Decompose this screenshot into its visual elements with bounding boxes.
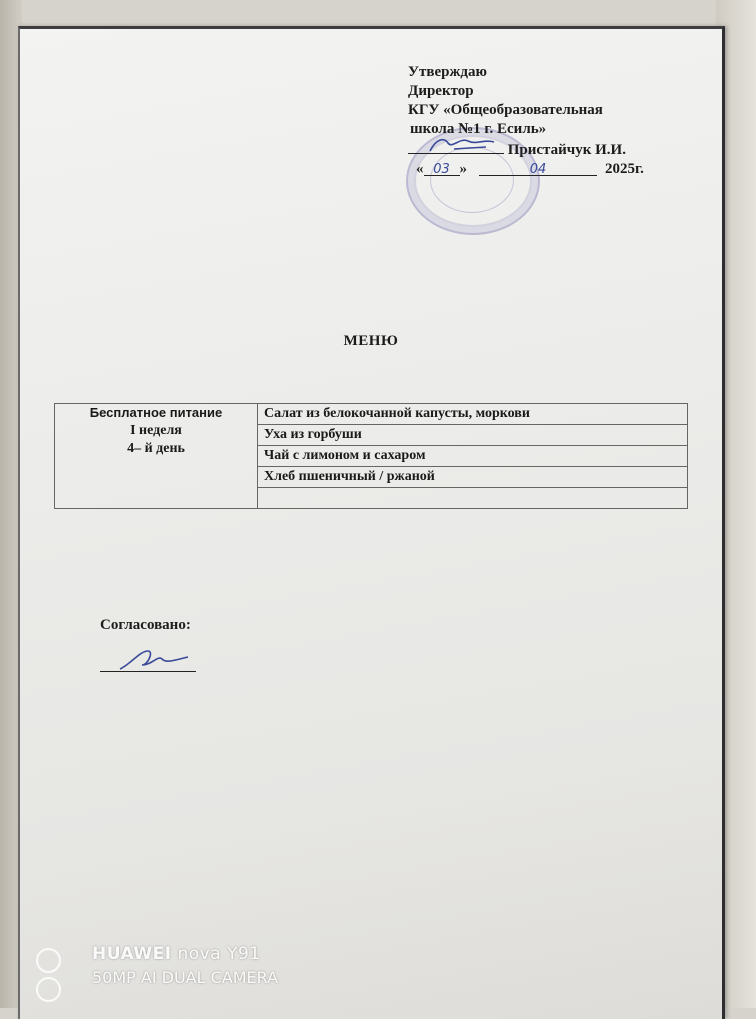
approval-position: Директор <box>408 83 474 99</box>
menu-meta-cell <box>55 404 258 509</box>
approval-school: школа №1 г. Есиль» <box>410 121 547 137</box>
approval-block <box>408 63 644 179</box>
page-title: МЕНЮ <box>343 333 399 349</box>
approval-organization: КГУ «Общеобразовательная <box>408 102 603 118</box>
meal-type: Бесплатное питание <box>89 405 223 420</box>
watermark-model: nova Y91 <box>177 944 261 964</box>
dish-cell: Уха из горбуши <box>258 425 688 446</box>
date-month: 04 <box>479 160 597 176</box>
dish-cell: Хлеб пшеничный / ржаной <box>258 467 688 488</box>
date-open-quote: « <box>416 161 424 177</box>
approval-date-row <box>408 160 644 179</box>
day-label: 4– й день <box>127 441 185 456</box>
date-close-quote: » <box>459 161 467 177</box>
dual-camera-icon <box>36 948 63 1006</box>
dish-cell: Салат из белокочанной капусты, моркови <box>258 404 688 425</box>
watermark-brand: HUAWEI <box>92 944 172 964</box>
approval-heading: Утверждаю <box>408 64 487 80</box>
document-sheet <box>18 26 725 1019</box>
dish-cell-empty <box>258 488 688 509</box>
watermark-model-line <box>92 944 261 964</box>
dish-cell: Чай с лимоном и сахаром <box>258 446 688 467</box>
agreed-label: Согласовано: <box>100 617 191 633</box>
director-signature-line <box>408 139 504 154</box>
director-signature <box>414 133 510 155</box>
agreed-signature <box>118 643 198 673</box>
week-label: I неделя <box>130 423 182 438</box>
table-row <box>55 404 688 425</box>
menu-table <box>54 403 688 509</box>
approval-signature-row <box>408 139 644 160</box>
date-year: 2025г. <box>605 161 644 177</box>
date-day: 03 <box>424 160 460 176</box>
watermark-camera: 50MP AI DUAL CAMERA <box>92 968 279 987</box>
director-name: Пристайчук И.И. <box>507 142 626 158</box>
